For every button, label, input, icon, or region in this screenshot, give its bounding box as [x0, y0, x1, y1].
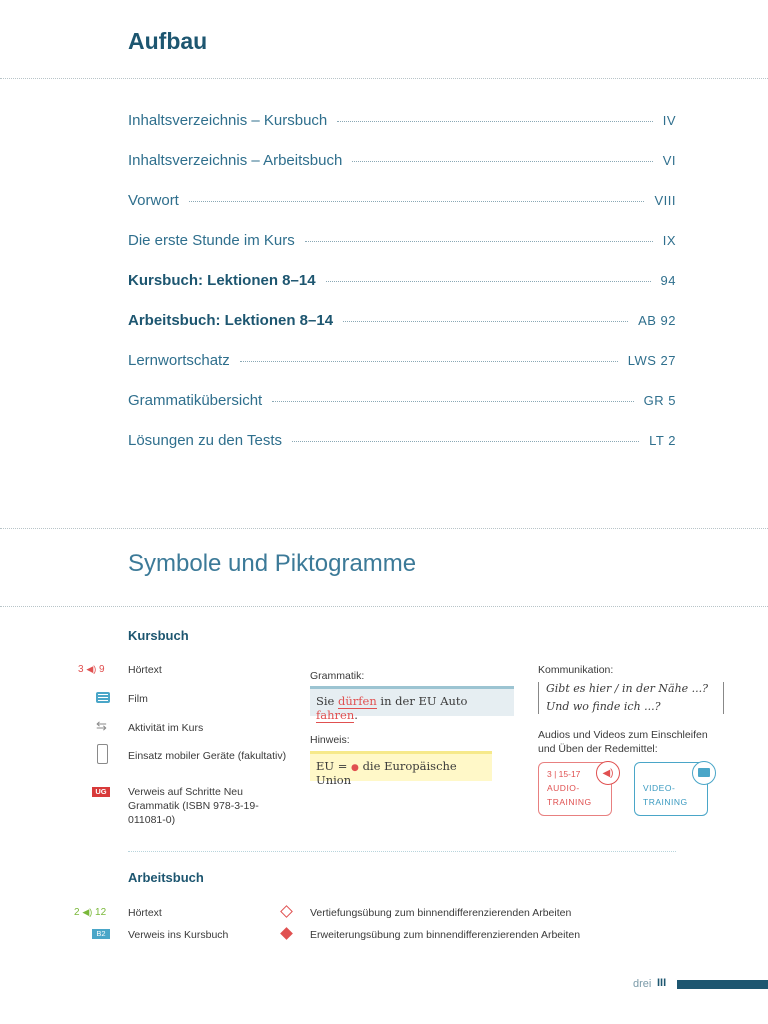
- toc-row[interactable]: [128, 112, 676, 134]
- footer-word: drei: [633, 978, 652, 990]
- divider: [0, 606, 768, 607]
- b2-badge: B2: [92, 929, 110, 939]
- divider: [0, 528, 768, 529]
- toc-label: Die erste Stunde im Kurs: [128, 232, 295, 249]
- toc-page: LT 2: [649, 433, 676, 448]
- toc-page: 94: [660, 273, 676, 288]
- audio-track-icon: 3 ◀) 9: [78, 664, 105, 675]
- arbeitsbuch-heading: Arbeitsbuch: [128, 870, 204, 885]
- page-number: III: [657, 977, 667, 989]
- hinweis-example: EU = ● die Europäische Union: [310, 751, 492, 781]
- kommunikation-bracket: Gibt es hier / in der Nähe ...? Und wo finde ich ...?: [538, 682, 724, 714]
- toc-page: IX: [662, 233, 676, 248]
- kommunikation-label: Kommunikation:: [538, 664, 614, 676]
- toc-row[interactable]: [128, 272, 676, 294]
- legend-label: Erweiterungsübung zum binnendifferenzierenden Arbeiten: [310, 929, 581, 941]
- toc-row[interactable]: [128, 392, 676, 414]
- toc-leader: [326, 281, 651, 282]
- toc-page: AB 92: [638, 313, 676, 328]
- toc-label: Grammatikübersicht: [128, 392, 263, 409]
- toc-page: VI: [662, 153, 676, 168]
- legend-label: Einsatz mobiler Geräte (fakultativ): [128, 750, 287, 762]
- toc-page: IV: [662, 113, 676, 128]
- toc-leader: [272, 401, 633, 402]
- grammatik-label: Grammatik:: [310, 670, 365, 682]
- film-icon: [96, 692, 110, 703]
- audios-text: Audios und Videos zum Einschleifen und Üben der Redemittel:: [538, 729, 708, 755]
- speaker-icon: ◀): [596, 761, 620, 785]
- divider: [0, 78, 768, 79]
- footer-bar: [677, 980, 768, 989]
- toc-row[interactable]: [128, 152, 676, 174]
- toc-row[interactable]: [128, 192, 676, 214]
- toc-leader: [240, 361, 618, 362]
- toc-leader: [352, 161, 652, 162]
- toc-label: Kursbuch: Lektionen 8–14: [128, 272, 316, 289]
- toc-page: VIII: [654, 193, 676, 208]
- audio-training-box: 3 | 15-17 AUDIO- TRAINING ◀): [538, 762, 612, 816]
- grammatik-example: Sie dürfen in der EU Auto fahren.: [310, 686, 514, 716]
- toc-page: LWS 27: [627, 353, 676, 368]
- toc-row[interactable]: [128, 352, 676, 374]
- toc-page: GR 5: [643, 393, 676, 408]
- toc-leader: [343, 321, 628, 322]
- toc-label: Vorwort: [128, 192, 179, 209]
- section-title: Symbole und Piktogramme: [128, 550, 417, 577]
- toc-row[interactable]: [128, 232, 676, 254]
- video-icon: [692, 761, 716, 785]
- kursbuch-heading: Kursbuch: [128, 628, 189, 643]
- legend-label: Hörtext: [128, 664, 162, 676]
- toc-row[interactable]: [128, 312, 676, 334]
- toc-label: Lösungen zu den Tests: [128, 432, 283, 449]
- legend-label: Hörtext: [128, 907, 162, 919]
- diamond-filled-icon: [280, 927, 293, 940]
- diamond-outline-icon: [280, 905, 293, 918]
- video-training-box: VIDEO- TRAINING: [634, 762, 708, 816]
- legend-label: Verweis ins Kursbuch: [128, 929, 229, 941]
- toc-label: Inhaltsverzeichnis – Arbeitsbuch: [128, 152, 343, 169]
- toc-leader: [292, 441, 639, 442]
- bullet-icon: ●: [351, 763, 359, 773]
- toc-leader: [337, 121, 652, 122]
- audio-track-icon: 2 ◀) 12: [74, 907, 107, 918]
- legend-label: Verweis auf Schritte Neu Grammatik (ISBN 978-3-19-011081-0): [128, 786, 259, 826]
- hinweis-label: Hinweis:: [310, 734, 350, 746]
- legend-label: Film: [128, 693, 148, 705]
- page-title: Aufbau: [128, 28, 208, 54]
- divider: [128, 851, 676, 852]
- mobile-device-icon: [97, 744, 108, 764]
- toc-label: Inhaltsverzeichnis – Kursbuch: [128, 112, 328, 129]
- toc-leader: [189, 201, 645, 202]
- toc-label: Lernwortschatz: [128, 352, 230, 369]
- legend-label: Vertiefungsübung zum binnendifferenzierenden Arbeiten: [310, 907, 572, 919]
- ug-badge: UG: [92, 787, 110, 797]
- toc-label: Arbeitsbuch: Lektionen 8–14: [128, 312, 334, 329]
- toc-leader: [305, 241, 653, 242]
- legend-label: Aktivität im Kurs: [128, 722, 204, 734]
- toc-row[interactable]: [128, 432, 676, 454]
- activity-icon: ⇆: [96, 718, 107, 733]
